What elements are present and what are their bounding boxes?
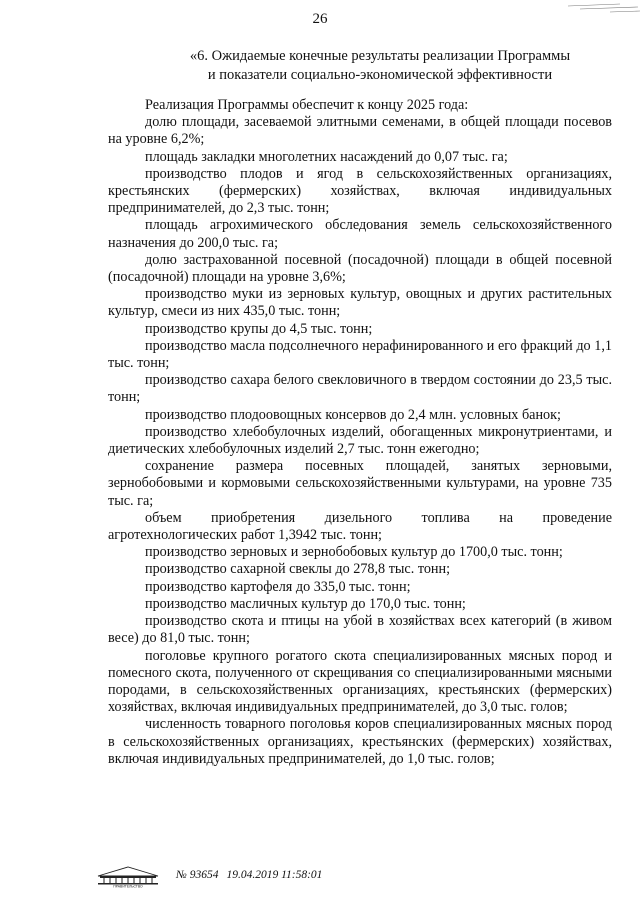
result-item: производство масла подсолнечного нерафинированного и его фракций до 1,1 тыс. тонн; — [108, 337, 612, 372]
result-item: поголовье крупного рогатого скота специализированных мясных пород и помесного скота, полученного от скрещивания со специализированными мясными породами, в сельскохозяйственных организациях, крестьянских (фермерских) хозяйствах, включая индивидуальных предпринимателей, до 3,0 тыс. голов; — [108, 647, 612, 716]
section-title-line-1: «6. Ожидаемые конечные результаты реализации Программы — [189, 48, 571, 64]
footer — [88, 860, 322, 890]
result-item: производство скота и птицы на убой в хозяйствах всех категорий (в живом весе) до 81,0 тыс. тонн; — [108, 613, 612, 647]
result-item: площадь агрохимического обследования земель сельскохозяйственного назначения до 200,0 тыс. га; — [108, 217, 612, 251]
result-item: производство картофеля до 335,0 тыс. тонн; — [145, 578, 411, 595]
result-item: производство масличных культур до 170,0 тыс. тонн; — [145, 595, 466, 612]
result-item: производство муки из зерновых культур, овощных и других растительных культур, смеси из них 435,0 тыс. тонн; — [108, 286, 612, 320]
emblem-caption: ПРАВИТЕЛЬСТВО — [113, 884, 143, 888]
section-title-line-2: и показатели социально-экономической эффективности — [207, 67, 553, 83]
results-list — [108, 114, 612, 768]
result-item: производство плодов и ягод в сельскохозяйственных организациях, крестьянских (фермерских) хозяйствах, включая индивидуальных предпринимателей, до 2,3 тыс. тонн; — [108, 165, 612, 217]
result-item: производство сахара белого свекловичного в твердом состоянии до 23,5 тыс. тонн; — [108, 372, 612, 406]
page-number: 26 — [312, 11, 328, 27]
result-item: численность товарного поголовья коров специализированных мясных пород в сельскохозяйственных организациях, крестьянских (фермерских) хозяйствах, включая индивидуальных предпринимателей, до 1,0 тыс. голов; — [108, 716, 612, 767]
section-title — [150, 47, 610, 85]
result-item: объем приобретения дизельного топлива на проведение агротехнологических работ 1,3942 тыс. тонн; — [108, 509, 612, 544]
result-item: производство зерновых и зернобобовых культур до 1700,0 тыс. тонн; — [145, 544, 563, 561]
doc-number: № 93654 — [176, 869, 219, 881]
result-item: долю застрахованной посевной (посадочной) площади в общей посевной (посадочной) площади на уровне 3,6%; — [108, 251, 612, 286]
doc-timestamp: 19.04.2019 11:58:01 — [226, 869, 323, 881]
result-item: производство крупы до 4,5 тыс. тонн; — [145, 320, 373, 337]
document-body — [108, 97, 612, 768]
result-item: сохранение размера посевных площадей, занятых зерновыми, зернобобовыми и кормовыми сельскохозяйственными культурами, на уровне 735 тыс. га; — [108, 458, 612, 509]
intro-paragraph: Реализация Программы обеспечит к концу 2025 года: — [145, 97, 469, 113]
result-item: производство хлебобулочных изделий, обогащенных микронутриентами, и диетических хлебобулочных изделий 2,7 тыс. тонн ежегодно; — [108, 423, 612, 458]
result-item: производство сахарной свеклы до 278,8 тыс. тонн; — [145, 561, 451, 578]
result-item: производство плодоовощных консервов до 2,4 млн. условных банок; — [145, 406, 561, 423]
government-building-emblem — [88, 862, 168, 888]
result-item: долю площади, засеваемой элитными семенами, в общей площади посевов на уровне 6,2%; — [108, 114, 612, 148]
result-item: площадь закладки многолетних насаждений до 0,07 тыс. га; — [145, 148, 508, 165]
